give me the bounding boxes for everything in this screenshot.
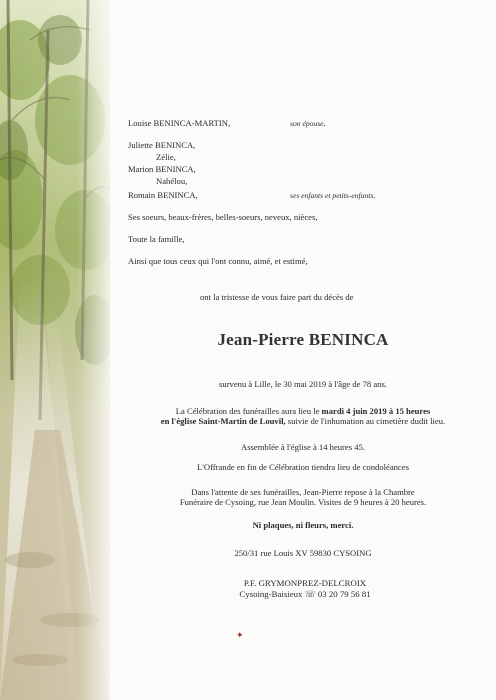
relatives-line: Ses soeurs, beaux-frères, belles-soeurs, neveux, nièces, [128,212,318,222]
grandchild-name: Zélie, [156,152,176,162]
spouse-name: Louise BENINCA-MARTIN, [128,118,231,128]
child-name: Romain BENINCA, [128,190,198,200]
deceased-name: Jean-Pierre BENINCA [217,330,389,349]
address-text: 250/31 rue Louis XV 59830 CYSOING [234,548,372,558]
ceremony-text: La Célébration des funérailles aura lieu le [175,406,322,416]
assembly-text: Assemblée à l'église à 14 heures 45. [241,442,365,452]
child-name: Marion BENINCA, [128,164,196,174]
spouse-role: son épouse, [290,119,326,128]
children-role: ses enfants et petits-enfants, [290,191,376,200]
friends-line: Ainsi que tous ceux qui l'ont connu, aimé, et estimé, [128,256,308,266]
ornament-icon: ✦ [236,630,244,640]
funeral-home-phone: 03 20 79 56 81 [317,589,371,599]
rest-details [110,487,496,507]
funeral-home-name: P.F. GRYMONPREZ-DELCROIX [243,578,367,588]
no-flowers-text: Ni plaques, ni fleurs, merci. [252,520,354,530]
ceremony-details [110,406,496,426]
ceremony-place: en l'église Saint-Martin de Louvil, [160,416,286,427]
death-info: survenu à Lille, le 30 mai 2019 à l'âge de 78 ans. [219,379,387,389]
offering-text: L'Offrande en fin de Célébration tiendra lieu de condoléances [197,462,409,472]
family-line: Toute la famille, [128,234,185,244]
forest-path-photo [0,0,110,700]
grandchild-name: Nahélou, [156,176,188,186]
phone-icon: ☏ [304,589,316,599]
announcement-text: ont la tristesse de vous faire part du décès de [200,292,354,302]
child-name: Juliette BENINCA, [128,140,196,150]
rest-line: Dans l'attente de ses funérailles, Jean-Pierre repose à la Chambre [191,487,415,497]
funeral-home [185,578,425,600]
funeral-home-city: Cysoing-Baisieux [239,589,303,599]
ceremony-text: suivie de l'inhumation au cimetière dudit lieu. [285,416,446,427]
ceremony-date: mardi 4 juin 2019 à 15 heures [321,406,431,416]
rest-line: Funéraire de Cysoing, rue Jean Moulin. Visites de 9 heures à 20 heures. [179,497,427,508]
